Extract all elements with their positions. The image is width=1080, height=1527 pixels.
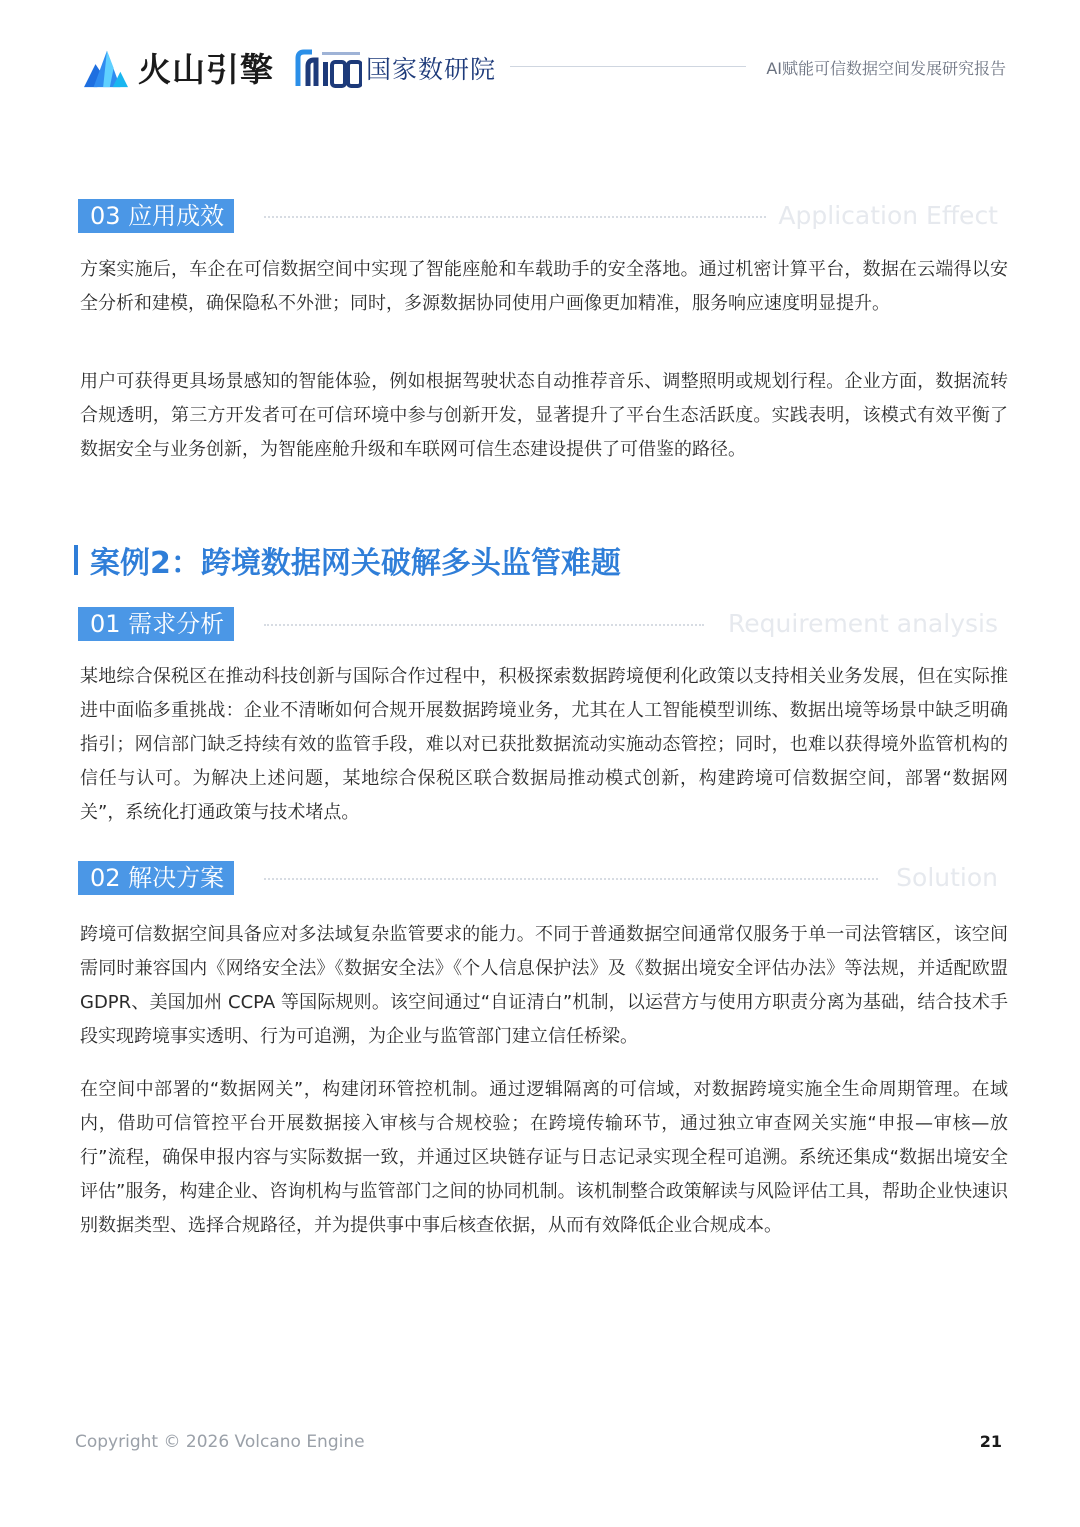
section-badge: 03 应用成效 <box>78 199 234 233</box>
dotted-divider <box>264 216 766 218</box>
section-english-title: Solution <box>896 863 998 892</box>
section-header-application-effect <box>78 199 998 233</box>
section-header-solution <box>78 861 998 895</box>
dotted-divider <box>264 624 704 626</box>
volcano-engine-logo <box>84 44 274 90</box>
paragraph: 某地综合保税区在推动科技创新与国际合作过程中，积极探索数据跨境便利化政策以支持相关业务发展，但在实际推进中面临多重挑战：企业不清晰如何合规开展数据跨境业务，尤其在人工智能模型训练、数据出境等场景中缺乏明确指引；网信部门缺乏持续有效的监管手段，难以对已获批数据流动实施动态管控；同时，也难以获得境外监管机构的信任与认可。为解决上述问题，某地综合保税区联合数据局推动模式创新，构建跨境可信数据空间，部署“数据网关”，系统化打通政策与技术堵点。 <box>80 666 1008 823</box>
page-header <box>0 0 1080 110</box>
dotted-divider <box>264 878 878 880</box>
nidi-mark-icon <box>294 48 362 88</box>
nidi-logo <box>294 46 496 90</box>
paragraph: 在空间中部署的“数据网关”，构建闭环管控机制。通过逻辑隔离的可信域，对数据跨境实施全生命周期管理。在域内，借助可信管控平台开展数据接入审核与合规校验；在跨境传输环节，通过独立审查网关实施“申报—审核—放行”流程，确保申报内容与实际数据一致，并通过区块链存证与日志记录实现全程可追溯。系统还集成“数据出境安全评估”服务，构建企业、咨询机构与监管部门之间的协同机制。该机制整合政策解读与风险评估工具，帮助企业快速识别数据类型、选择合规路径，并为提供事中事后核查依据，从而有效降低企业合规成本。 <box>80 1079 1008 1236</box>
section-english-title: Requirement analysis <box>728 609 998 638</box>
report-title: AI赋能可信数据空间发展研究报告 <box>766 59 1006 78</box>
paragraph: 用户可获得更具场景感知的智能体验，例如根据驾驶状态自动推荐音乐、调整照明或规划行程。企业方面，数据流转合规透明，第三方开发者可在可信环境中参与创新开发，显著提升了平台生态活跃度。实践表明，该模式有效平衡了数据安全与业务创新，为智能座舱升级和车联网可信生态建设提供了可借鉴的路径。 <box>80 371 1008 460</box>
header-divider <box>510 66 746 67</box>
nidi-logo-text: 国家数研院 <box>366 55 497 84</box>
paragraph: 跨境可信数据空间具备应对多法域复杂监管要求的能力。不同于普通数据空间通常仅服务于单一司法管辖区，该空间需同时兼容国内《网络安全法》《数据安全法》《个人信息保护法》及《数据出境安全评估办法》等法规，并适配欧盟 GDPR、美国加州 CCPA 等国际规则。该空间通过“自证清白”机制，以运营方与使用方职责分离为基础，结合技术手段实现跨境事实透明、行为可追溯，为企业与监管部门建立信任桥梁。 <box>80 924 1008 1047</box>
case-title-text: 案例2：跨境数据网关破解多头监管难题 <box>90 546 621 581</box>
section-header-requirement-analysis <box>78 607 998 641</box>
paragraph: 方案实施后，车企在可信数据空间中实现了智能座舱和车载助手的安全落地。通过机密计算平台，数据在云端得以安全分析和建模，确保隐私不外泄；同时，多源数据协同使用户画像更加精准，服务响应速度明显提升。 <box>80 259 1008 314</box>
page-number: 21 <box>979 1432 1002 1451</box>
volcano-mountain-icon <box>84 46 128 88</box>
volcano-logo-text: 火山引擎 <box>138 49 274 89</box>
section-english-title: Application Effect <box>778 201 998 230</box>
section-badge: 01 需求分析 <box>78 607 234 641</box>
footer-copyright: Copyright © 2026 Volcano Engine <box>75 1432 365 1452</box>
case-title <box>74 540 621 580</box>
section-badge: 02 解决方案 <box>78 861 234 895</box>
case-title-accent-bar <box>74 545 78 575</box>
